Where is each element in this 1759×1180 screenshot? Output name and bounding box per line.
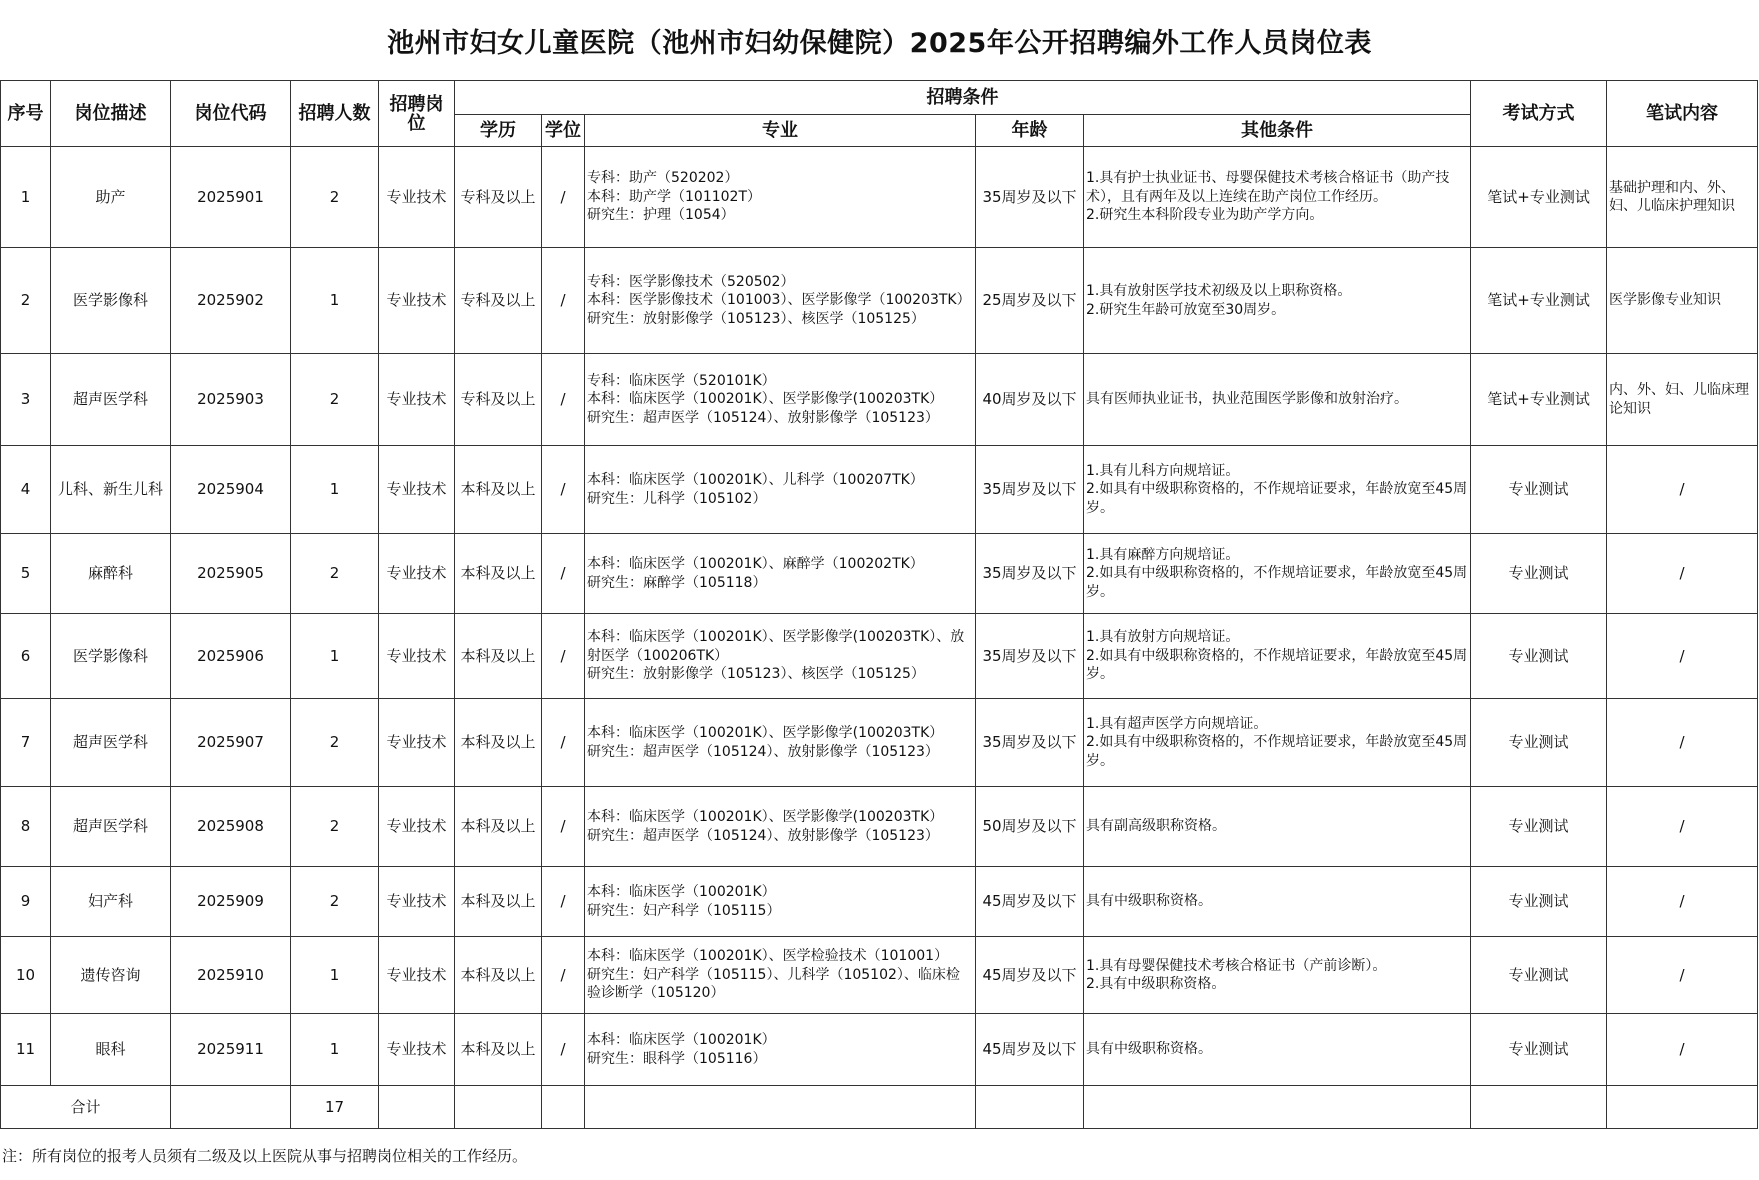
- cell-major: [585, 614, 976, 699]
- cell-written: /: [1607, 446, 1758, 534]
- cell-edu: 专科及以上: [455, 354, 542, 446]
- table-row: [1, 446, 1758, 534]
- cell-post: 专业技术: [379, 534, 455, 614]
- cell-edu: 专科及以上: [455, 147, 542, 248]
- cell-post: 专业技术: [379, 1014, 455, 1086]
- cell-written: 基础护理和内、外、妇、儿临床护理知识: [1607, 147, 1758, 248]
- cell-post: 专业技术: [379, 699, 455, 787]
- cell-major: [585, 147, 976, 248]
- cell-major-line: 研究生：儿科学（105102）: [587, 490, 767, 507]
- cell-count: 2: [291, 699, 379, 787]
- cell-seq: 5: [1, 534, 51, 614]
- cell-major-line: 本科：临床医学（100201K）: [587, 1032, 776, 1048]
- header-major: 专业: [585, 115, 976, 147]
- cell-major: [585, 534, 976, 614]
- cell-other-line: 2.研究生本科阶段专业为助产学方向。: [1086, 207, 1324, 224]
- cell-other: [1084, 147, 1471, 248]
- table-row: [1, 787, 1758, 867]
- cell-exam: 笔试+专业测试: [1471, 248, 1607, 354]
- cell-written: 医学影像专业知识: [1607, 248, 1758, 354]
- total-count: 17: [291, 1086, 379, 1129]
- cell-seq: 8: [1, 787, 51, 867]
- cell-other-line: 2.如具有中级职称资格的，不作规培证要求，年龄放宽至45周岁。: [1086, 565, 1468, 600]
- cell-major-line: 本科：医学影像技术（101003）、医学影像学（100203TK）: [587, 292, 971, 309]
- cell-count: 1: [291, 937, 379, 1014]
- cell-written: /: [1607, 534, 1758, 614]
- header-count: 招聘人数: [291, 81, 379, 147]
- total-empty-cell: [455, 1086, 542, 1129]
- cell-major: [585, 699, 976, 787]
- cell-major-line: 研究生：超声医学（105124）、放射影像学（105123）: [587, 409, 939, 426]
- cell-other: [1084, 614, 1471, 699]
- cell-age: 25周岁及以下: [976, 248, 1084, 354]
- total-row: [1, 1086, 1758, 1129]
- cell-written: /: [1607, 1014, 1758, 1086]
- cell-edu: 本科及以上: [455, 867, 542, 937]
- cell-major: [585, 867, 976, 937]
- cell-desc: 妇产科: [51, 867, 171, 937]
- cell-post: 专业技术: [379, 147, 455, 248]
- cell-degree: /: [542, 446, 585, 534]
- cell-post: 专业技术: [379, 787, 455, 867]
- cell-major-line: 研究生：眼科学（105116）: [587, 1050, 767, 1067]
- cell-edu: 本科及以上: [455, 699, 542, 787]
- cell-seq: 9: [1, 867, 51, 937]
- cell-exam: 笔试+专业测试: [1471, 147, 1607, 248]
- cell-desc: 超声医学科: [51, 699, 171, 787]
- cell-major-line: 本科：临床医学（100201K）、医学影像学(100203TK）、放射医学（100206TK）: [587, 629, 965, 664]
- table-row: [1, 354, 1758, 446]
- cell-code: 2025906: [171, 614, 291, 699]
- table-row: [1, 614, 1758, 699]
- cell-age: 50周岁及以下: [976, 787, 1084, 867]
- cell-major-line: 本科：助产学（101102T）: [587, 188, 761, 205]
- cell-count: 2: [291, 867, 379, 937]
- cell-desc: 麻醉科: [51, 534, 171, 614]
- header-row-1: [1, 81, 1758, 115]
- cell-exam: 专业测试: [1471, 787, 1607, 867]
- cell-seq: 6: [1, 614, 51, 699]
- cell-major: [585, 1014, 976, 1086]
- cell-post: 专业技术: [379, 937, 455, 1014]
- cell-degree: /: [542, 534, 585, 614]
- cell-other-line: 1.具有护士执业证书、母婴保健技术考核合格证书（助产技术），且有两年及以上连续在助产岗位工作经历。: [1086, 170, 1450, 205]
- cell-code: 2025908: [171, 787, 291, 867]
- cell-other: [1084, 1014, 1471, 1086]
- cell-code: 2025903: [171, 354, 291, 446]
- cell-major-line: 本科：临床医学（100201K）、儿科学（100207TK）: [587, 472, 924, 488]
- cell-degree: /: [542, 354, 585, 446]
- table-row: [1, 248, 1758, 354]
- cell-desc: 眼科: [51, 1014, 171, 1086]
- cell-other: [1084, 354, 1471, 446]
- cell-code: 2025902: [171, 248, 291, 354]
- cell-major: [585, 446, 976, 534]
- cell-major-line: 本科：临床医学（100201K）、医学影像学(100203TK）: [587, 725, 944, 741]
- header-desc: 岗位描述: [51, 81, 171, 147]
- cell-age: 45周岁及以下: [976, 1014, 1084, 1086]
- header-post: 招聘岗位: [379, 81, 455, 147]
- cell-major: [585, 248, 976, 354]
- cell-exam: 专业测试: [1471, 446, 1607, 534]
- cell-other: [1084, 937, 1471, 1014]
- cell-desc: 遗传咨询: [51, 937, 171, 1014]
- total-empty-cell: [1607, 1086, 1758, 1129]
- cell-age: 40周岁及以下: [976, 354, 1084, 446]
- cell-major-line: 研究生：麻醉学（105118）: [587, 574, 767, 591]
- cell-code: 2025910: [171, 937, 291, 1014]
- cell-seq: 3: [1, 354, 51, 446]
- cell-exam: 专业测试: [1471, 699, 1607, 787]
- cell-written: /: [1607, 614, 1758, 699]
- cell-age: 35周岁及以下: [976, 147, 1084, 248]
- total-empty-cell: [1084, 1086, 1471, 1129]
- total-empty-cell: [976, 1086, 1084, 1129]
- total-empty-cell: [585, 1086, 976, 1129]
- cell-degree: /: [542, 699, 585, 787]
- table-body: [1, 147, 1758, 1086]
- cell-code: 2025909: [171, 867, 291, 937]
- cell-code: 2025911: [171, 1014, 291, 1086]
- cell-other-line: 1.具有放射医学技术初级及以上职称资格。: [1086, 283, 1352, 299]
- cell-written: /: [1607, 937, 1758, 1014]
- cell-seq: 4: [1, 446, 51, 534]
- table-row: [1, 147, 1758, 248]
- cell-other-line: 1.具有超声医学方向规培证。: [1086, 715, 1268, 732]
- cell-age: 35周岁及以下: [976, 446, 1084, 534]
- table-row: [1, 937, 1758, 1014]
- header-seq: 序号: [1, 81, 51, 147]
- header-conditions: 招聘条件: [455, 81, 1471, 115]
- cell-other-line: 具有医师执业证书，执业范围医学影像和放射治疗。: [1086, 391, 1408, 408]
- cell-seq: 7: [1, 699, 51, 787]
- cell-degree: /: [542, 937, 585, 1014]
- cell-age: 35周岁及以下: [976, 614, 1084, 699]
- cell-desc: 超声医学科: [51, 354, 171, 446]
- cell-degree: /: [542, 1014, 585, 1086]
- cell-major: [585, 937, 976, 1014]
- cell-degree: /: [542, 147, 585, 248]
- cell-count: 2: [291, 787, 379, 867]
- cell-count: 1: [291, 446, 379, 534]
- table-row: [1, 699, 1758, 787]
- cell-degree: /: [542, 248, 585, 354]
- header-code: 岗位代码: [171, 81, 291, 147]
- cell-other: [1084, 699, 1471, 787]
- cell-edu: 本科及以上: [455, 1014, 542, 1086]
- table-row: [1, 867, 1758, 937]
- cell-degree: /: [542, 867, 585, 937]
- cell-edu: 本科及以上: [455, 614, 542, 699]
- cell-other: [1084, 446, 1471, 534]
- cell-other: [1084, 534, 1471, 614]
- cell-other-line: 2.研究生年龄可放宽至30周岁。: [1086, 301, 1286, 318]
- cell-written: /: [1607, 787, 1758, 867]
- cell-other-line: 2.如具有中级职称资格的，不作规培证要求，年龄放宽至45周岁。: [1086, 481, 1468, 516]
- cell-count: 2: [291, 354, 379, 446]
- cell-desc: 儿科、新生儿科: [51, 446, 171, 534]
- cell-other-line: 1.具有母婴保健技术考核合格证书（产前诊断）。: [1086, 957, 1387, 974]
- cell-edu: 本科及以上: [455, 787, 542, 867]
- cell-exam: 笔试+专业测试: [1471, 354, 1607, 446]
- cell-other-line: 2.具有中级职称资格。: [1086, 976, 1226, 992]
- cell-major-line: 本科：临床医学（100201K）、麻醉学（100202TK）: [587, 556, 924, 572]
- cell-major-line: 研究生：超声医学（105124）、放射影像学（105123）: [587, 827, 939, 844]
- total-empty-cell: [1471, 1086, 1607, 1129]
- cell-exam: 专业测试: [1471, 937, 1607, 1014]
- cell-age: 35周岁及以下: [976, 699, 1084, 787]
- cell-other-line: 具有副高级职称资格。: [1086, 818, 1226, 835]
- total-label: 合计: [1, 1086, 171, 1129]
- cell-major-line: 研究生：超声医学（105124）、放射影像学（105123）: [587, 743, 939, 760]
- cell-other-line: 2.如具有中级职称资格的，不作规培证要求，年龄放宽至45周岁。: [1086, 734, 1468, 769]
- cell-other-line: 具有中级职称资格。: [1086, 893, 1212, 910]
- cell-edu: 本科及以上: [455, 446, 542, 534]
- cell-other: [1084, 867, 1471, 937]
- header-other: 其他条件: [1084, 115, 1471, 147]
- cell-written: /: [1607, 867, 1758, 937]
- cell-other: [1084, 248, 1471, 354]
- cell-exam: 专业测试: [1471, 614, 1607, 699]
- header-exam: 考试方式: [1471, 81, 1607, 147]
- cell-post: 专业技术: [379, 446, 455, 534]
- document-title: 池州市妇女儿童医院（池州市妇幼保健院）2025年公开招聘编外工作人员岗位表: [387, 28, 1372, 59]
- cell-other-line: 具有中级职称资格。: [1086, 1041, 1212, 1058]
- cell-seq: 11: [1, 1014, 51, 1086]
- total-empty-cell: [542, 1086, 585, 1129]
- cell-exam: 专业测试: [1471, 1014, 1607, 1086]
- cell-code: 2025901: [171, 147, 291, 248]
- cell-seq: 1: [1, 147, 51, 248]
- cell-post: 专业技术: [379, 354, 455, 446]
- cell-code: 2025907: [171, 699, 291, 787]
- cell-exam: 专业测试: [1471, 534, 1607, 614]
- header-age: 年龄: [976, 115, 1084, 147]
- cell-age: 35周岁及以下: [976, 534, 1084, 614]
- cell-written: /: [1607, 699, 1758, 787]
- cell-edu: 专科及以上: [455, 248, 542, 354]
- cell-desc: 助产: [51, 147, 171, 248]
- cell-other-line: 1.具有麻醉方向规培证。: [1086, 546, 1240, 563]
- cell-major-line: 专科：医学影像技术（520502）: [587, 273, 795, 290]
- cell-major-line: 本科：临床医学（100201K）、医学影像学(100203TK）: [587, 809, 944, 825]
- cell-age: 45周岁及以下: [976, 867, 1084, 937]
- table-row: [1, 1014, 1758, 1086]
- cell-major: [585, 787, 976, 867]
- cell-other-line: 2.如具有中级职称资格的，不作规培证要求，年龄放宽至45周岁。: [1086, 647, 1468, 683]
- cell-degree: /: [542, 614, 585, 699]
- cell-degree: /: [542, 787, 585, 867]
- cell-post: 专业技术: [379, 248, 455, 354]
- cell-edu: 本科及以上: [455, 937, 542, 1014]
- cell-code: 2025904: [171, 446, 291, 534]
- cell-major-line: 专科：助产（520202）: [587, 170, 739, 187]
- cell-age: 45周岁及以下: [976, 937, 1084, 1014]
- cell-desc: 医学影像科: [51, 614, 171, 699]
- cell-major-line: 研究生：妇产科学（105115）: [587, 902, 781, 919]
- cell-major-line: 专科：临床医学（520101K）: [587, 372, 776, 389]
- header-degree: 学位: [542, 115, 585, 147]
- cell-major-line: 研究生：放射影像学（105123）、核医学（105125）: [587, 310, 925, 327]
- header-edu: 学历: [455, 115, 542, 147]
- cell-count: 1: [291, 614, 379, 699]
- cell-other: [1084, 787, 1471, 867]
- header-written: 笔试内容: [1607, 81, 1758, 147]
- cell-other-line: 1.具有放射方向规培证。: [1086, 629, 1240, 646]
- cell-post: 专业技术: [379, 867, 455, 937]
- cell-exam: 专业测试: [1471, 867, 1607, 937]
- positions-table: [0, 80, 1758, 1129]
- cell-other-line: 1.具有儿科方向规培证。: [1086, 462, 1240, 479]
- cell-desc: 超声医学科: [51, 787, 171, 867]
- footnote: 注：所有岗位的报考人员须有二级及以上医院从事与招聘岗位相关的工作经历。: [2, 1147, 528, 1165]
- total-empty-cell: [171, 1086, 291, 1129]
- cell-edu: 本科及以上: [455, 534, 542, 614]
- cell-written: 内、外、妇、儿临床理论知识: [1607, 354, 1758, 446]
- cell-count: 1: [291, 248, 379, 354]
- cell-major-line: 研究生：放射影像学（105123）、核医学（105125）: [587, 666, 925, 683]
- cell-major-line: 本科：临床医学（100201K）: [587, 884, 776, 900]
- cell-seq: 2: [1, 248, 51, 354]
- cell-post: 专业技术: [379, 614, 455, 699]
- cell-major: [585, 354, 976, 446]
- cell-major-line: 研究生：护理（1054）: [587, 207, 735, 224]
- cell-count: 1: [291, 1014, 379, 1086]
- table-row: [1, 534, 1758, 614]
- cell-seq: 10: [1, 937, 51, 1014]
- cell-major-line: 研究生：妇产科学（105115）、儿科学（105102）、临床检验诊断学（105120）: [587, 966, 960, 1002]
- cell-count: 2: [291, 147, 379, 248]
- cell-count: 2: [291, 534, 379, 614]
- cell-major-line: 本科：临床医学（100201K）、医学检验技术（101001）: [587, 948, 949, 965]
- cell-major-line: 本科：临床医学（100201K）、医学影像学(100203TK）: [587, 391, 944, 408]
- cell-desc: 医学影像科: [51, 248, 171, 354]
- cell-code: 2025905: [171, 534, 291, 614]
- total-empty-cell: [379, 1086, 455, 1129]
